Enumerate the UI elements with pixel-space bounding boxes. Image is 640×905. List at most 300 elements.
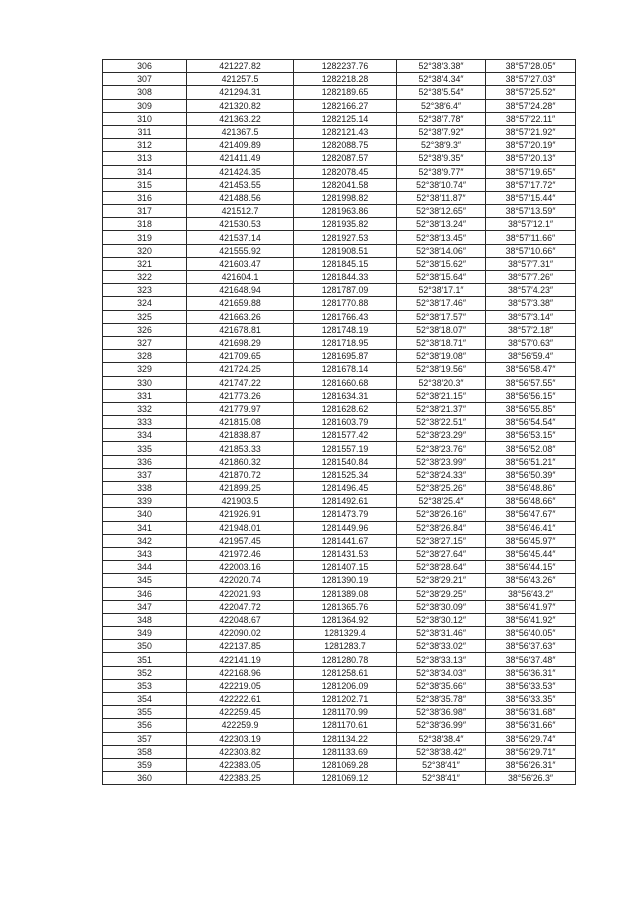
x-coordinate-cell: 421903.5 [187, 495, 294, 508]
longitude-cell: 38°56′37.63″ [486, 640, 576, 653]
x-coordinate-cell: 421815.08 [187, 416, 294, 429]
longitude-cell: 38°57′7.31″ [486, 257, 576, 270]
y-coordinate-cell: 1281844.33 [294, 271, 397, 284]
latitude-cell: 52°38′17.1″ [397, 284, 486, 297]
point-number-cell: 312 [103, 139, 187, 152]
y-coordinate-cell: 1282041.58 [294, 178, 397, 191]
y-coordinate-cell: 1281492.61 [294, 495, 397, 508]
y-coordinate-cell: 1281329.4 [294, 627, 397, 640]
point-number-cell: 347 [103, 600, 187, 613]
x-coordinate-cell: 421899.25 [187, 482, 294, 495]
longitude-cell: 38°56′58.47″ [486, 363, 576, 376]
y-coordinate-cell: 1281134.22 [294, 732, 397, 745]
longitude-cell: 38°56′56.15″ [486, 389, 576, 402]
x-coordinate-cell: 421860.32 [187, 455, 294, 468]
latitude-cell: 52°38′11.87″ [397, 191, 486, 204]
y-coordinate-cell: 1281389.08 [294, 587, 397, 600]
latitude-cell: 52°38′41″ [397, 758, 486, 771]
latitude-cell: 52°38′38.4″ [397, 732, 486, 745]
point-number-cell: 317 [103, 205, 187, 218]
point-number-cell: 353 [103, 679, 187, 692]
x-coordinate-cell: 421853.33 [187, 442, 294, 455]
point-number-cell: 330 [103, 376, 187, 389]
longitude-cell: 38°56′51.21″ [486, 455, 576, 468]
point-number-cell: 328 [103, 350, 187, 363]
longitude-cell: 38°57′20.13″ [486, 152, 576, 165]
x-coordinate-cell: 421488.56 [187, 191, 294, 204]
table-row [103, 363, 576, 376]
latitude-cell: 52°38′22.51″ [397, 416, 486, 429]
point-number-cell: 316 [103, 191, 187, 204]
latitude-cell: 52°38′25.26″ [397, 482, 486, 495]
latitude-cell: 52°38′18.07″ [397, 323, 486, 336]
longitude-cell: 38°56′50.39″ [486, 468, 576, 481]
table-row [103, 508, 576, 521]
longitude-cell: 38°56′41.97″ [486, 600, 576, 613]
x-coordinate-cell: 421257.5 [187, 73, 294, 86]
x-coordinate-cell: 422259.45 [187, 706, 294, 719]
x-coordinate-cell: 421453.55 [187, 178, 294, 191]
latitude-cell: 52°38′7.78″ [397, 112, 486, 125]
x-coordinate-cell: 421972.46 [187, 547, 294, 560]
y-coordinate-cell: 1281258.61 [294, 666, 397, 679]
latitude-cell: 52°38′35.66″ [397, 679, 486, 692]
longitude-cell: 38°56′31.68″ [486, 706, 576, 719]
latitude-cell: 52°38′36.98″ [397, 706, 486, 719]
point-number-cell: 343 [103, 547, 187, 560]
table-row [103, 99, 576, 112]
latitude-cell: 52°38′35.78″ [397, 693, 486, 706]
x-coordinate-cell: 421747.22 [187, 376, 294, 389]
longitude-cell: 38°57′21.92″ [486, 125, 576, 138]
longitude-cell: 38°57′0.63″ [486, 336, 576, 349]
latitude-cell: 52°38′9.35″ [397, 152, 486, 165]
point-number-cell: 322 [103, 271, 187, 284]
longitude-cell: 38°56′37.48″ [486, 653, 576, 666]
longitude-cell: 38°56′44.15″ [486, 561, 576, 574]
longitude-cell: 38°56′36.31″ [486, 666, 576, 679]
table-row [103, 442, 576, 455]
longitude-cell: 38°56′48.86″ [486, 482, 576, 495]
table-row [103, 495, 576, 508]
table-row [103, 284, 576, 297]
point-number-cell: 337 [103, 468, 187, 481]
x-coordinate-cell: 422219.05 [187, 679, 294, 692]
table-row [103, 587, 576, 600]
y-coordinate-cell: 1281577.42 [294, 429, 397, 442]
y-coordinate-cell: 1281170.61 [294, 719, 397, 732]
latitude-cell: 52°38′26.84″ [397, 521, 486, 534]
y-coordinate-cell: 1281540.84 [294, 455, 397, 468]
x-coordinate-cell: 421537.14 [187, 231, 294, 244]
latitude-cell: 52°38′18.71″ [397, 336, 486, 349]
y-coordinate-cell: 1281206.09 [294, 679, 397, 692]
point-number-cell: 352 [103, 666, 187, 679]
y-coordinate-cell: 1282078.45 [294, 165, 397, 178]
longitude-cell: 38°57′20.19″ [486, 139, 576, 152]
point-number-cell: 349 [103, 627, 187, 640]
table-row [103, 152, 576, 165]
x-coordinate-cell: 421724.25 [187, 363, 294, 376]
point-number-cell: 350 [103, 640, 187, 653]
table-row [103, 165, 576, 178]
y-coordinate-cell: 1281660.68 [294, 376, 397, 389]
latitude-cell: 52°38′33.13″ [397, 653, 486, 666]
latitude-cell: 52°38′9.77″ [397, 165, 486, 178]
longitude-cell: 38°57′27.03″ [486, 73, 576, 86]
x-coordinate-cell: 422168.96 [187, 666, 294, 679]
table-row [103, 574, 576, 587]
x-coordinate-cell: 421773.26 [187, 389, 294, 402]
latitude-cell: 52°38′13.24″ [397, 218, 486, 231]
longitude-cell: 38°57′10.66″ [486, 244, 576, 257]
table-row [103, 547, 576, 560]
table-row [103, 297, 576, 310]
point-number-cell: 329 [103, 363, 187, 376]
latitude-cell: 52°38′21.15″ [397, 389, 486, 402]
x-coordinate-cell: 422020.74 [187, 574, 294, 587]
latitude-cell: 52°38′23.29″ [397, 429, 486, 442]
y-coordinate-cell: 1282088.75 [294, 139, 397, 152]
point-number-cell: 321 [103, 257, 187, 270]
latitude-cell: 52°38′23.99″ [397, 455, 486, 468]
point-number-cell: 308 [103, 86, 187, 99]
table-row [103, 600, 576, 613]
table-row [103, 310, 576, 323]
point-number-cell: 325 [103, 310, 187, 323]
y-coordinate-cell: 1281170.99 [294, 706, 397, 719]
point-number-cell: 326 [103, 323, 187, 336]
point-number-cell: 320 [103, 244, 187, 257]
x-coordinate-cell: 422141.19 [187, 653, 294, 666]
y-coordinate-cell: 1281634.31 [294, 389, 397, 402]
table-row [103, 402, 576, 415]
table-row [103, 679, 576, 692]
latitude-cell: 52°38′30.12″ [397, 613, 486, 626]
point-number-cell: 313 [103, 152, 187, 165]
x-coordinate-cell: 421512.7 [187, 205, 294, 218]
table-row [103, 178, 576, 191]
x-coordinate-cell: 421411.49 [187, 152, 294, 165]
y-coordinate-cell: 1281449.96 [294, 521, 397, 534]
longitude-cell: 38°56′41.92″ [486, 613, 576, 626]
coordinates-table-body [103, 60, 576, 785]
latitude-cell: 52°38′23.76″ [397, 442, 486, 455]
longitude-cell: 38°57′17.72″ [486, 178, 576, 191]
y-coordinate-cell: 1282121.43 [294, 125, 397, 138]
point-number-cell: 324 [103, 297, 187, 310]
longitude-cell: 38°56′33.35″ [486, 693, 576, 706]
y-coordinate-cell: 1281069.28 [294, 758, 397, 771]
y-coordinate-cell: 1281998.82 [294, 191, 397, 204]
y-coordinate-cell: 1282189.65 [294, 86, 397, 99]
longitude-cell: 38°57′25.52″ [486, 86, 576, 99]
table-row [103, 468, 576, 481]
y-coordinate-cell: 1281365.76 [294, 600, 397, 613]
latitude-cell: 52°38′28.64″ [397, 561, 486, 574]
point-number-cell: 315 [103, 178, 187, 191]
longitude-cell: 38°56′54.54″ [486, 416, 576, 429]
x-coordinate-cell: 422137.85 [187, 640, 294, 653]
y-coordinate-cell: 1281603.79 [294, 416, 397, 429]
y-coordinate-cell: 1281770.88 [294, 297, 397, 310]
latitude-cell: 52°38′38.42″ [397, 745, 486, 758]
table-row [103, 73, 576, 86]
point-number-cell: 345 [103, 574, 187, 587]
longitude-cell: 38°56′43.26″ [486, 574, 576, 587]
latitude-cell: 52°38′30.09″ [397, 600, 486, 613]
longitude-cell: 38°56′52.08″ [486, 442, 576, 455]
table-row [103, 482, 576, 495]
latitude-cell: 52°38′19.08″ [397, 350, 486, 363]
x-coordinate-cell: 421424.35 [187, 165, 294, 178]
table-row [103, 719, 576, 732]
table-row [103, 60, 576, 73]
x-coordinate-cell: 421709.65 [187, 350, 294, 363]
y-coordinate-cell: 1281431.53 [294, 547, 397, 560]
latitude-cell: 52°38′17.46″ [397, 297, 486, 310]
longitude-cell: 38°57′3.14″ [486, 310, 576, 323]
y-coordinate-cell: 1281280.78 [294, 653, 397, 666]
x-coordinate-cell: 421948.01 [187, 521, 294, 534]
longitude-cell: 38°56′31.66″ [486, 719, 576, 732]
latitude-cell: 52°38′27.64″ [397, 547, 486, 560]
x-coordinate-cell: 421555.92 [187, 244, 294, 257]
longitude-cell: 38°56′29.74″ [486, 732, 576, 745]
table-row [103, 218, 576, 231]
x-coordinate-cell: 422303.19 [187, 732, 294, 745]
latitude-cell: 52°38′3.38″ [397, 60, 486, 73]
longitude-cell: 38°56′55.85″ [486, 402, 576, 415]
table-row [103, 666, 576, 679]
point-number-cell: 319 [103, 231, 187, 244]
y-coordinate-cell: 1281787.09 [294, 284, 397, 297]
y-coordinate-cell: 1281908.51 [294, 244, 397, 257]
x-coordinate-cell: 421663.26 [187, 310, 294, 323]
y-coordinate-cell: 1281748.19 [294, 323, 397, 336]
table-row [103, 561, 576, 574]
point-number-cell: 357 [103, 732, 187, 745]
point-number-cell: 327 [103, 336, 187, 349]
longitude-cell: 38°57′22.11″ [486, 112, 576, 125]
longitude-cell: 38°56′40.05″ [486, 627, 576, 640]
y-coordinate-cell: 1281845.15 [294, 257, 397, 270]
longitude-cell: 38°57′19.65″ [486, 165, 576, 178]
table-row [103, 429, 576, 442]
table-row [103, 191, 576, 204]
x-coordinate-cell: 422047.72 [187, 600, 294, 613]
longitude-cell: 38°57′4.23″ [486, 284, 576, 297]
point-number-cell: 306 [103, 60, 187, 73]
longitude-cell: 38°56′45.97″ [486, 534, 576, 547]
table-row [103, 112, 576, 125]
y-coordinate-cell: 1281441.67 [294, 534, 397, 547]
latitude-cell: 52°38′29.21″ [397, 574, 486, 587]
latitude-cell: 52°38′13.45″ [397, 231, 486, 244]
table-row [103, 416, 576, 429]
table-row [103, 534, 576, 547]
point-number-cell: 332 [103, 402, 187, 415]
x-coordinate-cell: 421838.87 [187, 429, 294, 442]
table-row [103, 640, 576, 653]
point-number-cell: 334 [103, 429, 187, 442]
x-coordinate-cell: 421363.22 [187, 112, 294, 125]
latitude-cell: 52°38′34.03″ [397, 666, 486, 679]
x-coordinate-cell: 421604.1 [187, 271, 294, 284]
x-coordinate-cell: 421957.45 [187, 534, 294, 547]
x-coordinate-cell: 421227.82 [187, 60, 294, 73]
point-number-cell: 339 [103, 495, 187, 508]
table-row [103, 613, 576, 626]
x-coordinate-cell: 421530.53 [187, 218, 294, 231]
point-number-cell: 335 [103, 442, 187, 455]
table-row [103, 271, 576, 284]
y-coordinate-cell: 1282125.14 [294, 112, 397, 125]
point-number-cell: 340 [103, 508, 187, 521]
y-coordinate-cell: 1282218.28 [294, 73, 397, 86]
latitude-cell: 52°38′14.06″ [397, 244, 486, 257]
point-number-cell: 338 [103, 482, 187, 495]
longitude-cell: 38°56′26.31″ [486, 758, 576, 771]
table-row [103, 455, 576, 468]
x-coordinate-cell: 422021.93 [187, 587, 294, 600]
x-coordinate-cell: 421648.94 [187, 284, 294, 297]
longitude-cell: 38°56′26.3″ [486, 772, 576, 785]
table-row [103, 86, 576, 99]
table-row [103, 376, 576, 389]
latitude-cell: 52°38′29.25″ [397, 587, 486, 600]
table-row [103, 693, 576, 706]
y-coordinate-cell: 1281557.19 [294, 442, 397, 455]
longitude-cell: 38°56′53.15″ [486, 429, 576, 442]
table-row [103, 758, 576, 771]
point-number-cell: 336 [103, 455, 187, 468]
table-row [103, 336, 576, 349]
point-number-cell: 346 [103, 587, 187, 600]
longitude-cell: 38°56′59.4″ [486, 350, 576, 363]
latitude-cell: 52°38′36.99″ [397, 719, 486, 732]
longitude-cell: 38°57′3.38″ [486, 297, 576, 310]
x-coordinate-cell: 421779.97 [187, 402, 294, 415]
latitude-cell: 52°38′17.57″ [397, 310, 486, 323]
x-coordinate-cell: 422003.16 [187, 561, 294, 574]
y-coordinate-cell: 1282166.27 [294, 99, 397, 112]
y-coordinate-cell: 1281473.79 [294, 508, 397, 521]
x-coordinate-cell: 421320.82 [187, 99, 294, 112]
point-number-cell: 355 [103, 706, 187, 719]
table-row [103, 323, 576, 336]
x-coordinate-cell: 421659.88 [187, 297, 294, 310]
table-row [103, 745, 576, 758]
coordinates-table [102, 59, 576, 785]
y-coordinate-cell: 1281496.45 [294, 482, 397, 495]
longitude-cell: 38°56′47.67″ [486, 508, 576, 521]
table-row [103, 350, 576, 363]
longitude-cell: 38°57′11.66″ [486, 231, 576, 244]
latitude-cell: 52°38′24.33″ [397, 468, 486, 481]
x-coordinate-cell: 421926.91 [187, 508, 294, 521]
table-row [103, 389, 576, 402]
y-coordinate-cell: 1281069.12 [294, 772, 397, 785]
y-coordinate-cell: 1282087.57 [294, 152, 397, 165]
y-coordinate-cell: 1281927.53 [294, 231, 397, 244]
y-coordinate-cell: 1281364.92 [294, 613, 397, 626]
latitude-cell: 52°38′4.34″ [397, 73, 486, 86]
longitude-cell: 38°57′24.28″ [486, 99, 576, 112]
longitude-cell: 38°57′7.26″ [486, 271, 576, 284]
x-coordinate-cell: 422383.05 [187, 758, 294, 771]
longitude-cell: 38°57′15.44″ [486, 191, 576, 204]
point-number-cell: 348 [103, 613, 187, 626]
y-coordinate-cell: 1282237.76 [294, 60, 397, 73]
longitude-cell: 38°56′57.55″ [486, 376, 576, 389]
latitude-cell: 52°38′5.54″ [397, 86, 486, 99]
latitude-cell: 52°38′27.15″ [397, 534, 486, 547]
table-row [103, 653, 576, 666]
y-coordinate-cell: 1281628.62 [294, 402, 397, 415]
table-row [103, 732, 576, 745]
table-row [103, 627, 576, 640]
point-number-cell: 358 [103, 745, 187, 758]
y-coordinate-cell: 1281766.43 [294, 310, 397, 323]
x-coordinate-cell: 421603.47 [187, 257, 294, 270]
longitude-cell: 38°56′45.44″ [486, 547, 576, 560]
y-coordinate-cell: 1281695.87 [294, 350, 397, 363]
y-coordinate-cell: 1281525.34 [294, 468, 397, 481]
x-coordinate-cell: 422222.61 [187, 693, 294, 706]
x-coordinate-cell: 421678.81 [187, 323, 294, 336]
table-row [103, 205, 576, 218]
y-coordinate-cell: 1281283.7 [294, 640, 397, 653]
longitude-cell: 38°56′43.2″ [486, 587, 576, 600]
y-coordinate-cell: 1281202.71 [294, 693, 397, 706]
x-coordinate-cell: 421294.31 [187, 86, 294, 99]
point-number-cell: 360 [103, 772, 187, 785]
point-number-cell: 359 [103, 758, 187, 771]
point-number-cell: 331 [103, 389, 187, 402]
table-row [103, 231, 576, 244]
y-coordinate-cell: 1281407.15 [294, 561, 397, 574]
latitude-cell: 52°38′9.3″ [397, 139, 486, 152]
x-coordinate-cell: 422090.02 [187, 627, 294, 640]
longitude-cell: 38°56′29.71″ [486, 745, 576, 758]
table-row [103, 244, 576, 257]
point-number-cell: 354 [103, 693, 187, 706]
y-coordinate-cell: 1281678.14 [294, 363, 397, 376]
latitude-cell: 52°38′19.56″ [397, 363, 486, 376]
table-row [103, 706, 576, 719]
longitude-cell: 38°56′48.66″ [486, 495, 576, 508]
table-row [103, 125, 576, 138]
latitude-cell: 52°38′12.65″ [397, 205, 486, 218]
point-number-cell: 356 [103, 719, 187, 732]
x-coordinate-cell: 422259.9 [187, 719, 294, 732]
point-number-cell: 314 [103, 165, 187, 178]
latitude-cell: 52°38′41″ [397, 772, 486, 785]
latitude-cell: 52°38′20.3″ [397, 376, 486, 389]
latitude-cell: 52°38′10.74″ [397, 178, 486, 191]
longitude-cell: 38°56′46.41″ [486, 521, 576, 534]
latitude-cell: 52°38′15.64″ [397, 271, 486, 284]
x-coordinate-cell: 421870.72 [187, 468, 294, 481]
x-coordinate-cell: 421698.29 [187, 336, 294, 349]
y-coordinate-cell: 1281390.19 [294, 574, 397, 587]
longitude-cell: 38°57′28.05″ [486, 60, 576, 73]
point-number-cell: 333 [103, 416, 187, 429]
point-number-cell: 342 [103, 534, 187, 547]
table-row [103, 257, 576, 270]
latitude-cell: 52°38′26.16″ [397, 508, 486, 521]
